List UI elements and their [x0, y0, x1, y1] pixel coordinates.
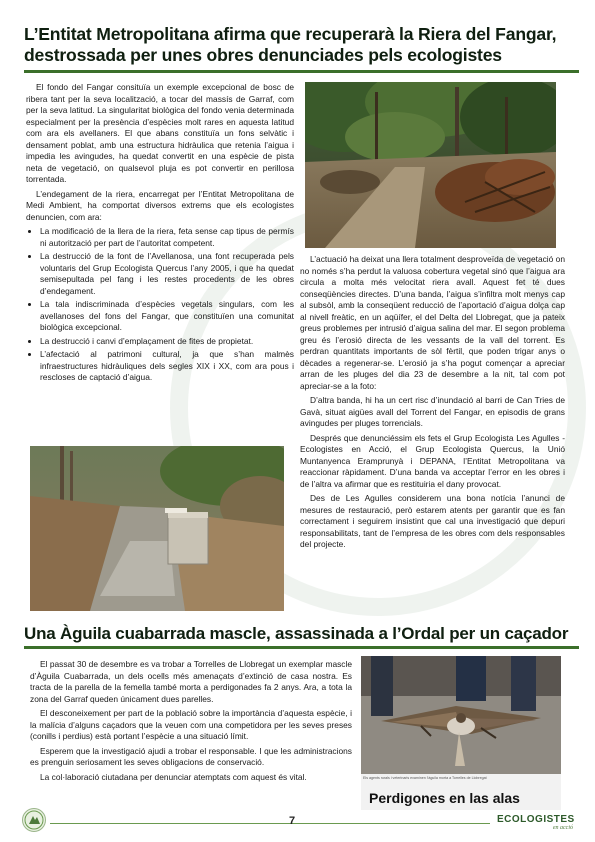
article2-title: Una Àguila cuabarrada mascle, assassinada a l’Ordal per un caçador — [24, 624, 569, 643]
article2-paragraph: La col·laboració ciutadana per denunciar atemptats com aquest és vital. — [40, 771, 307, 782]
les-agulles-emblem-icon — [23, 809, 45, 831]
article2-paragraph: El passat 30 de desembre es va trobar a Torrelles de Llobregat un exemplar mascle d’Àguila Cuabarrada, un dels ocells més amenaçats d’extinció de casa nostra. Es tracta de la parella de la femella també morta a perdigonades fa 2 anys. Ara, a tota la zona del Garraf queden únicament dues parelles. — [30, 659, 352, 704]
photo-channel-concrete-structure — [30, 446, 284, 611]
photo-cleared-riverbed-forest — [305, 82, 556, 248]
article1-paragraph: Des de Les Agulles considerem una bona notícia l’anunci de mesures de restauració, però estarem atents per garantir que es fan correctament i seguirem insistint que cal una investigació que depuri responsabilitats, tant de l’empresa de les obres com dels responsables del projecte. — [300, 493, 565, 549]
photo-caption-small: Els agents rurals i veterinaris examinen l’àguila morta a Torrelles de Llobregat — [363, 776, 487, 780]
photo-eagle-illustration — [361, 656, 561, 774]
page-number: 7 — [289, 815, 296, 827]
footer-rule — [50, 823, 490, 824]
ecologistes-logo — [497, 814, 577, 831]
ecologistes-logo-text: ECOLOGISTES — [497, 814, 575, 825]
article1-bullet-list — [26, 226, 294, 384]
list-item: • La tala indiscriminada d’espècies vegetals singulars, com les avellanoses del fons del Fangar, que constituïen una comunitat biològica excepcional. — [40, 299, 294, 334]
photo-channel-illustration — [30, 446, 284, 611]
ecologistes-logo-subtext: en acció — [552, 825, 573, 831]
article1-left-column — [26, 82, 294, 387]
article1-paragraph: El fondo del Fangar consituïa un exemple excepcional de bosc de ribera tant per la seva localització, a tocar del massís de Garraf, com per la seva latitud. La singularitat biològica del fondo venia determinada especialment per la presència d’espècies molt rares en aquesta latitud com ara els avellaners. El que abans constituïa un fons selvàtic i densament poblat, amb una estructura hidràulica que retenia l’aigua i impedia les avingudes, ha quedat convertit en una espècie de pista neta de vegetació, on qualsevol pluja es pot convertir en perillosa torrentada. — [26, 82, 294, 184]
article1-title-line2: destrossada per unes obres denunciades pels ecologistes — [24, 45, 502, 65]
article1-title-line1: L’Entitat Metropolitana afirma que recuperarà la Riera del Fangar, — [24, 24, 557, 44]
article1-title-rule — [24, 70, 579, 73]
list-item: • La modificació de la llera de la riera, feta sense cap tipus de permís ni autorització per part de l’autoritat competent. — [40, 226, 294, 249]
article1-paragraph: Després que denunciéssim els fets el Grup Ecologista Les Agulles - Ecologistes en Acció, el Grup Ecologista Quercus, la Unió Muntanyenca Eramprunyà i DEPANA, l’Entitat Metropolitana va reaccionar ràpidament. D’una banda va acceptar l’error en les obres i de l’altra va afirmar que es restituiria el dany provocat. — [300, 432, 565, 489]
article2-title-rule — [24, 646, 579, 649]
article2-column — [30, 659, 352, 786]
article2-paragraph: Esperem que la investigació ajudi a trobar el responsable. I que les administracions es prenguin seriosament les seves obligacions de conservació. — [30, 745, 352, 767]
article1-right-column — [300, 254, 565, 554]
photo-forest-illustration — [305, 82, 556, 248]
article1-paragraph: L’actuació ha deixat una llera totalment desproveïda de vegetació on no només s’ha perdut la valuosa cobertura vegetal sinó que l’aigua ara circula a molta més velocitat riera avall. Aquest fet té dues conseqüències directes. D’una banda, l’aigua s’infiltra molt menys cap al subsòl, amb la conseqüent reducció de l’aportació d’aigua dolça cap al nivell freàtic, en un aqüífer, el del Delta del Llobregat, que ja pateix greus problemes per intrusió d’aigua salina del mar. El segon problema greu és l’erosió directa de les vessants de la vall del torrent. Es perdran quantitats importants de sòl fèrtil, que poden trigar anys o dècades a regenerar-se. L’erosió ja s’ha pogut començar a apreciar arran de les pluges del dia 23 de desembre a la nit, tal com pot apreciar-se a la foto: — [300, 254, 565, 391]
list-item: • L’afectació al patrimoni cultural, ja que s’han malmès infraestructures hidràuliques dels segles XIX i XX, com ara pous i rescloses de captació d’aigua. — [40, 349, 294, 384]
photo-dead-eagle — [361, 656, 561, 810]
article1-paragraph: L’endegament de la riera, encarregat per l’Entitat Metropolitana de Medi Ambient, ha comportat diversos extrems que els ecologistes denuncien, com ara: — [26, 188, 294, 222]
article1-paragraph: D’altra banda, hi ha un cert risc d’inundació al barri de Can Tries de Gavà, situat aigües avall del Torrent del Fangar, en episodis de grans avingudes per pluges torrencials. — [300, 395, 565, 428]
list-item: • La destrucció i canvi d’emplaçament de fites de propietat. — [40, 336, 294, 348]
article1-title — [24, 24, 579, 66]
list-item: • La destrucció de la font de l’Avellanosa, una font recuperada pels voluntaris del Grup Ecologista Quercus l’any 2005, i que ha quedat semisepultada pel fang i les restes procedents de les obres d’endegament. — [40, 251, 294, 297]
les-agulles-logo — [22, 808, 46, 832]
photo-caption-big: Perdigones en las alas — [369, 790, 520, 806]
article2-paragraph: El desconeixement per part de la població sobre la importància d’aquesta espècie, i la malícia d’alguns caçadors que la veuen com una competidora per les seves preses (conills i perdius) està portant l’espècie a una situació límit. — [30, 708, 352, 741]
